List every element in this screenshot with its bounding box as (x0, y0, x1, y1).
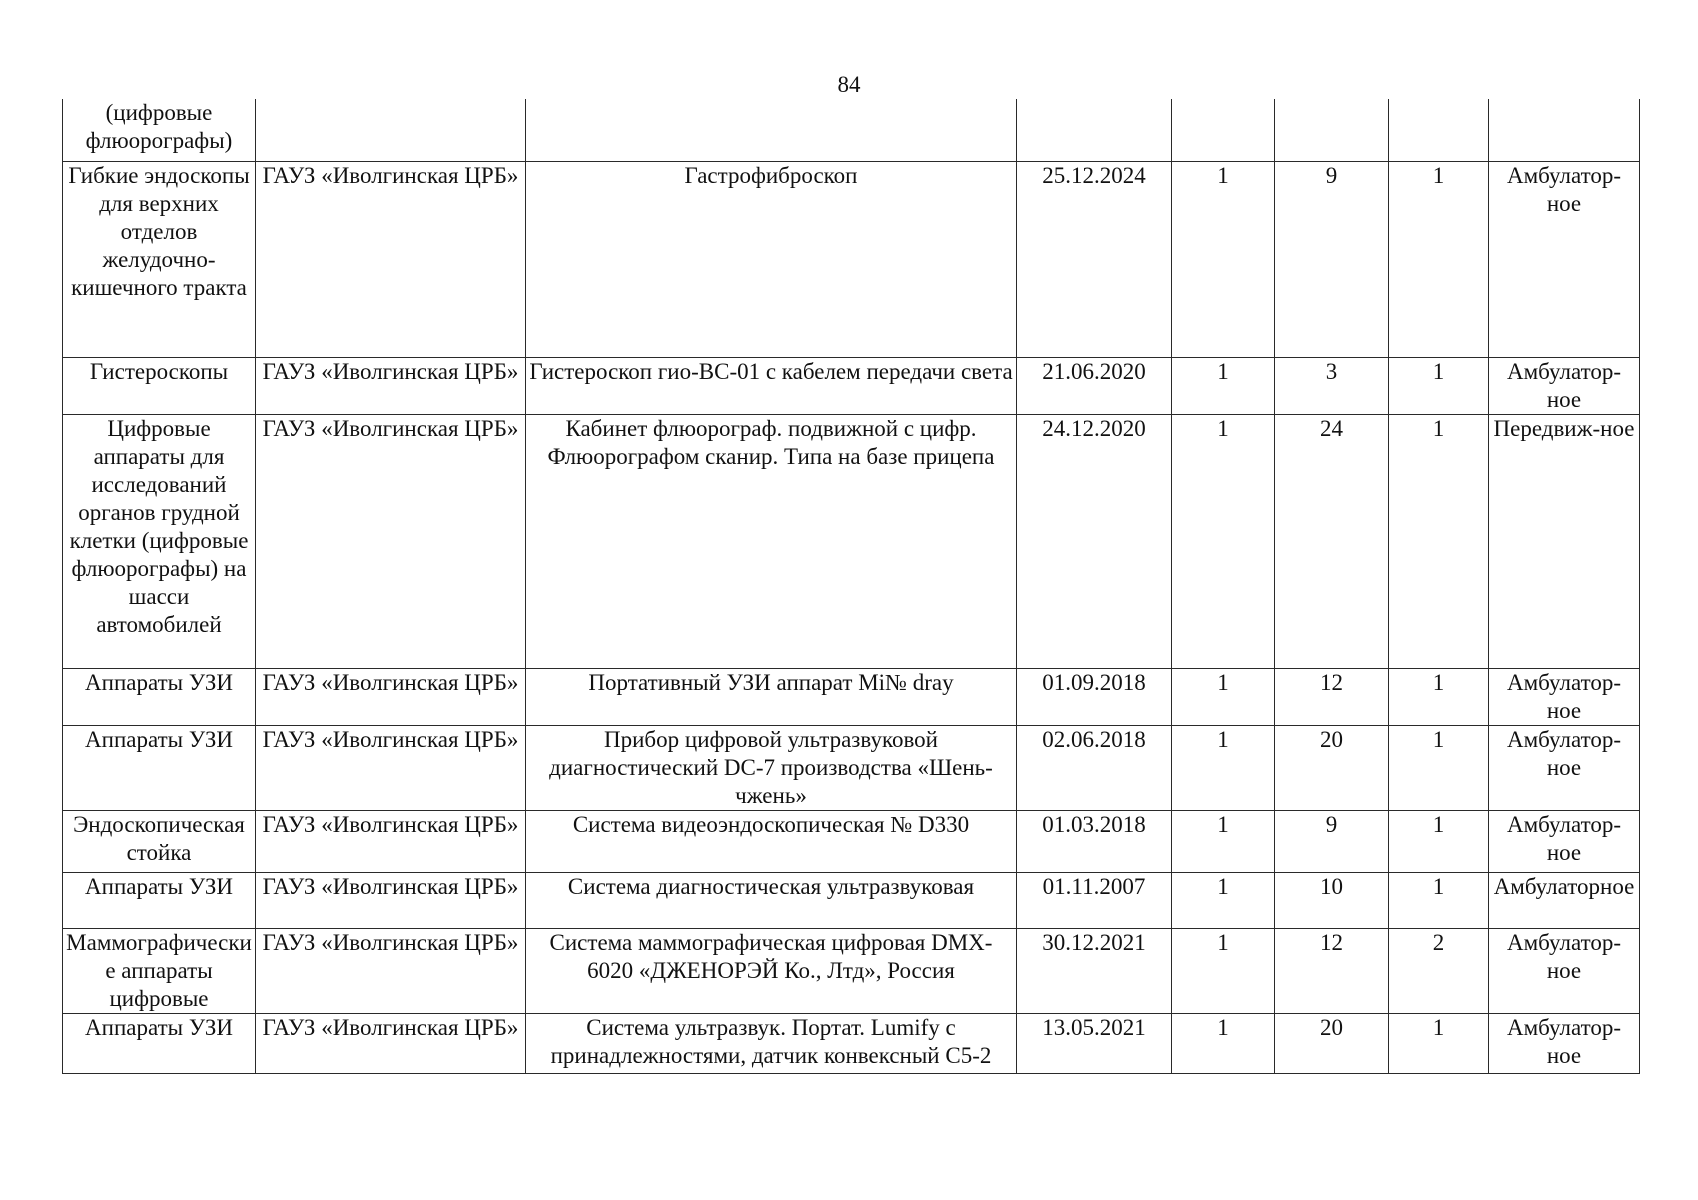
cell-equipment-name: Система видеоэндоскопическая № D330 (526, 810, 1017, 872)
cell-organization: ГАУЗ «Иволгинская ЦРБ» (256, 668, 526, 725)
cell-years: 9 (1275, 810, 1389, 872)
cell-organization: ГАУЗ «Иволгинская ЦРБ» (256, 357, 526, 414)
cell-equipment-type: Маммографические аппараты цифровые (63, 928, 256, 1013)
cell-count: 1 (1389, 872, 1489, 928)
cell-equipment-type: Аппараты УЗИ (63, 725, 256, 810)
cell-equipment-type: Эндоскопическая стойка (63, 810, 256, 872)
cell-mode: Амбулаторное (1489, 872, 1640, 928)
cell-organization: ГАУЗ «Иволгинская ЦРБ» (256, 872, 526, 928)
cell-equipment-name: Система ультразвук. Портат. Lumify с принадлежностями, датчик конвексный C5-2 (526, 1013, 1017, 1073)
cell-count: 1 (1389, 161, 1489, 357)
page-number: 84 (837, 72, 861, 97)
table-row (63, 357, 1640, 414)
cell-quantity: 1 (1172, 872, 1275, 928)
table-row (63, 668, 1640, 725)
cell-equipment-type: Цифровые аппараты для исследований органов грудной клетки (цифровые флюорографы) на шасси автомобилей (63, 414, 256, 668)
cell-equipment-name: Гистероскоп гио-ВС-01 с кабелем передачи света (526, 357, 1017, 414)
table-row (63, 872, 1640, 928)
cell-count: 1 (1389, 357, 1489, 414)
cell-date (1017, 99, 1172, 161)
cell-equipment-name: Прибор цифровой ультразвуковой диагностический DC-7 производства «Шень-чжень» (526, 725, 1017, 810)
cell-equipment-name: Система диагностическая ультразвуковая (526, 872, 1017, 928)
cell-years: 10 (1275, 872, 1389, 928)
cell-years: 3 (1275, 357, 1389, 414)
cell-equipment-name (526, 99, 1017, 161)
table-row (63, 414, 1640, 668)
table-row (63, 928, 1640, 1013)
cell-count: 1 (1389, 1013, 1489, 1073)
cell-equipment-type: Гибкие эндоскопы для верхних отделов желудочно-кишечного тракта (63, 161, 256, 357)
cell-mode: Амбулатор-ное (1489, 810, 1640, 872)
cell-count: 1 (1389, 810, 1489, 872)
cell-equipment-type: Гистероскопы (63, 357, 256, 414)
equipment-table (62, 99, 1640, 1074)
cell-date: 24.12.2020 (1017, 414, 1172, 668)
cell-count (1389, 99, 1489, 161)
table-row (63, 99, 1640, 161)
cell-count: 2 (1389, 928, 1489, 1013)
cell-organization: ГАУЗ «Иволгинская ЦРБ» (256, 725, 526, 810)
cell-mode: Амбулатор-ное (1489, 928, 1640, 1013)
cell-quantity: 1 (1172, 668, 1275, 725)
cell-organization (256, 99, 526, 161)
cell-equipment-type: Аппараты УЗИ (63, 668, 256, 725)
cell-mode: Амбулатор-ное (1489, 357, 1640, 414)
cell-organization: ГАУЗ «Иволгинская ЦРБ» (256, 928, 526, 1013)
cell-equipment-type: (цифровые флюорографы) (63, 99, 256, 161)
cell-quantity: 1 (1172, 928, 1275, 1013)
cell-quantity: 1 (1172, 414, 1275, 668)
cell-count: 1 (1389, 668, 1489, 725)
cell-quantity: 1 (1172, 725, 1275, 810)
cell-organization: ГАУЗ «Иволгинская ЦРБ» (256, 414, 526, 668)
cell-equipment-type: Аппараты УЗИ (63, 1013, 256, 1073)
cell-equipment-name: Гастрофиброскоп (526, 161, 1017, 357)
table-row (63, 810, 1640, 872)
cell-mode: Амбулатор-ное (1489, 668, 1640, 725)
cell-mode: Передвиж-ное (1489, 414, 1640, 668)
cell-mode: Амбулатор-ное (1489, 161, 1640, 357)
cell-date: 30.12.2021 (1017, 928, 1172, 1013)
cell-date: 02.06.2018 (1017, 725, 1172, 810)
cell-date: 01.11.2007 (1017, 872, 1172, 928)
cell-years: 24 (1275, 414, 1389, 668)
cell-organization: ГАУЗ «Иволгинская ЦРБ» (256, 810, 526, 872)
cell-equipment-name: Кабинет флюорограф. подвижной с цифр. Флюорографом сканир. Типа на базе прицепа (526, 414, 1017, 668)
cell-organization: ГАУЗ «Иволгинская ЦРБ» (256, 161, 526, 357)
cell-date: 01.09.2018 (1017, 668, 1172, 725)
cell-equipment-name: Система маммографическая цифровая DMX-6020 «ДЖЕНОРЭЙ Ко., Лтд», Россия (526, 928, 1017, 1013)
cell-mode: Амбулатор-ное (1489, 725, 1640, 810)
cell-years: 12 (1275, 668, 1389, 725)
cell-date: 25.12.2024 (1017, 161, 1172, 357)
cell-quantity: 1 (1172, 810, 1275, 872)
cell-years (1275, 99, 1389, 161)
cell-quantity: 1 (1172, 1013, 1275, 1073)
table-row (63, 725, 1640, 810)
cell-mode (1489, 99, 1640, 161)
table-row (63, 161, 1640, 357)
cell-equipment-type: Аппараты УЗИ (63, 872, 256, 928)
cell-equipment-name: Портативный УЗИ аппарат Mi№ dray (526, 668, 1017, 725)
cell-years: 9 (1275, 161, 1389, 357)
cell-quantity (1172, 99, 1275, 161)
cell-quantity: 1 (1172, 357, 1275, 414)
cell-organization: ГАУЗ «Иволгинская ЦРБ» (256, 1013, 526, 1073)
cell-date: 21.06.2020 (1017, 357, 1172, 414)
cell-years: 20 (1275, 725, 1389, 810)
table-row (63, 1013, 1640, 1073)
cell-count: 1 (1389, 414, 1489, 668)
cell-mode: Амбулатор-ное (1489, 1013, 1640, 1073)
cell-years: 20 (1275, 1013, 1389, 1073)
cell-count: 1 (1389, 725, 1489, 810)
cell-years: 12 (1275, 928, 1389, 1013)
cell-date: 01.03.2018 (1017, 810, 1172, 872)
cell-quantity: 1 (1172, 161, 1275, 357)
cell-date: 13.05.2021 (1017, 1013, 1172, 1073)
